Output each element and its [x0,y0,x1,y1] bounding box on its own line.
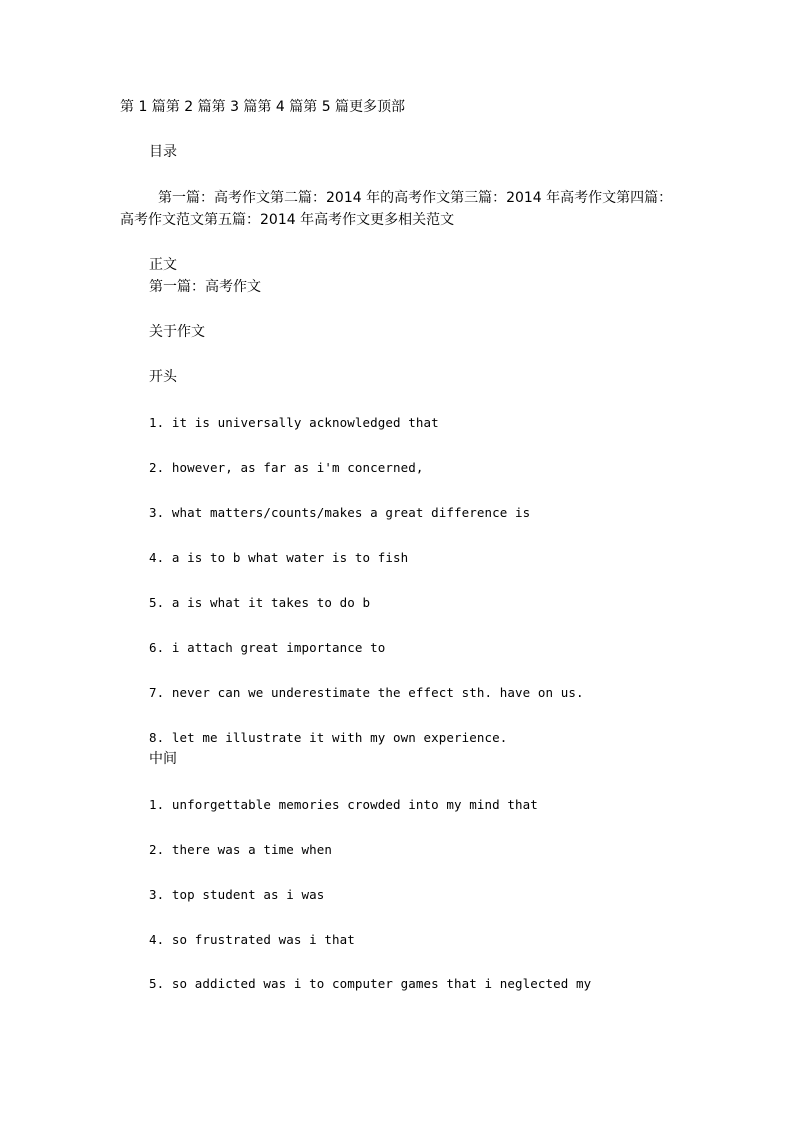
nav-link-article-5[interactable]: 第 5 篇 [303,99,350,115]
section-middle: 中间 [149,751,177,767]
middle-item: 5. so addicted was i to computer games that i neglected my [149,976,592,991]
middle-item: 2. there was a time when [149,842,333,857]
section-about: 关于作文 [149,324,205,340]
toc-heading: 目录 [149,144,177,160]
middle-item: 4. so frustrated was i that [149,932,355,947]
nav-link-article-4[interactable]: 第 4 篇 [257,99,304,115]
toc-line-2: 高考作文范文第五篇：2014 年高考作文更多相关范文 [120,212,455,228]
article-nav [120,98,405,116]
nav-link-top[interactable]: 顶部 [377,99,406,115]
nav-link-article-1[interactable]: 第 1 篇 [120,99,166,115]
opening-item: 7. never can we underestimate the effect sth. have on us. [149,685,584,700]
middle-item: 3. top student as i was [149,887,325,902]
middle-item: 1. unforgettable memories crowded into my mind that [149,797,538,812]
opening-item: 3. what matters/counts/makes a great difference is [149,505,531,520]
opening-item: 1. it is universally acknowledged that [149,415,439,430]
opening-item: 5. a is what it takes to do b [149,595,371,610]
toc-line-1: 第一篇：高考作文第二篇：2014 年的高考作文第三篇：2014 年高考作文第四篇： [158,190,673,206]
opening-item: 2. however, as far as i'm concerned, [149,460,424,475]
nav-link-article-3[interactable]: 第 3 篇 [211,99,258,115]
section-opening: 开头 [149,369,177,385]
opening-item: 4. a is to b what water is to fish [149,550,409,565]
opening-item: 6. i attach great importance to [149,640,386,655]
nav-link-article-2[interactable]: 第 2 篇 [165,99,212,115]
body-heading: 正文 [149,257,177,273]
nav-link-more[interactable]: 更多 [349,99,378,115]
opening-item: 8. let me illustrate it with my own experience. [149,730,508,745]
article-title: 第一篇：高考作文 [149,279,261,295]
